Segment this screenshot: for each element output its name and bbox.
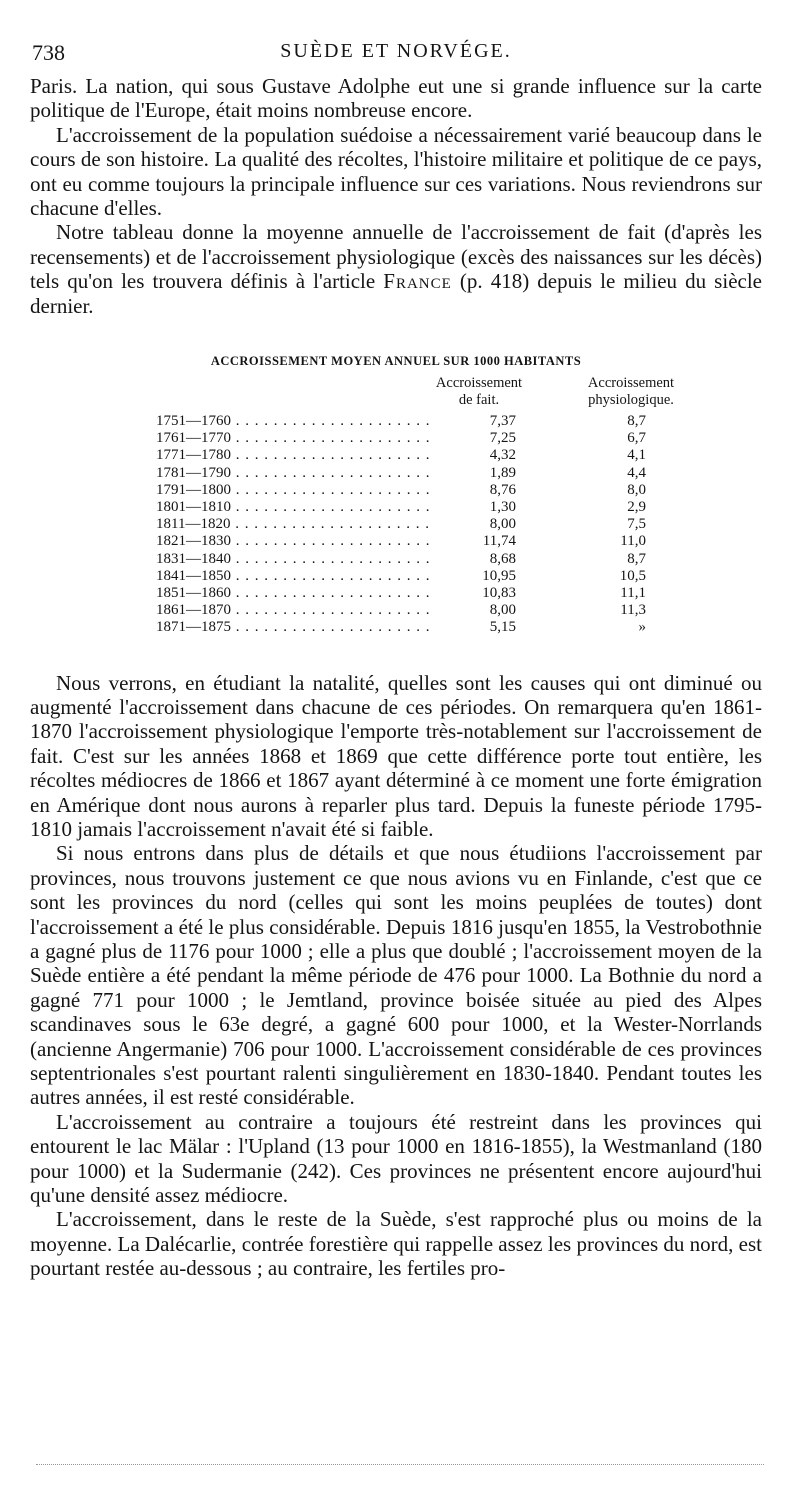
period-cell: 1771—1780 . . . [156,447,446,464]
table-row [30,482,762,499]
period-cell: 1821—1830 . . . [156,533,446,550]
column-header-physiologique [566,375,696,409]
fait-cell: 11,74 [430,533,516,550]
fait-cell: 8,00 [430,602,516,619]
phys-cell: 4,1 [627,447,646,464]
fait-cell: 1,30 [430,499,516,516]
table-title: ACCROISSEMENT MOYEN ANNUEL SUR 1000 HABITANTS [210,354,582,369]
article-reference-france: France [383,269,452,294]
fait-cell: 4,32 [430,447,516,464]
phys-cell: » [638,619,646,636]
table-row [30,447,762,464]
growth-table [30,354,762,636]
table-row [30,499,762,516]
table-row [30,516,762,533]
phys-cell: 10,5 [619,567,646,584]
fait-cell: 8,76 [430,482,516,499]
table-row [30,585,762,602]
running-title: SUÈDE ET NORVÉGE. [280,40,512,62]
phys-cell: 11,0 [620,533,646,550]
footer-dotted-rule [36,1464,764,1465]
phys-cell: 2,9 [627,499,646,515]
fait-cell: 8,00 [430,516,516,533]
fait-cell: 7,25 [430,430,516,447]
column-header-phys-line1: Accroissement [587,375,675,392]
period-cell: 1851—1860 . . . [156,585,446,602]
fait-cell: 10,83 [430,585,516,602]
phys-cell: 8,7 [627,413,646,430]
fait-cell: 7,37 [430,413,516,430]
phys-cell: 11,3 [620,602,646,619]
page-number: 738 [32,40,65,65]
period-cell: 1811—1820 . . . [156,516,446,533]
period-cell: 1841—1850 . . . [156,568,446,585]
phys-cell: 7,5 [627,516,646,533]
period-cell: 1831—1840 . . . [156,551,446,568]
column-header-phys-line2: physiologique. [588,392,674,409]
table-row [30,533,762,550]
paragraph-natalite: Nous verrons, en étudiant la natalité, quelles sont les causes qui ont diminué ou augmenté l'accroissement dans chacune de ces périodes. On remarquera qu'en 1861-1870 l'accroissement physiologique l'emporte très-notablement sur l'accroissement de fait. C'est sur les années 1868 et 1869 que cette différence porte tout entière, les récoltes médiocres de 1866 et 1867 ayant déterminé à ce moment une forte émigration en Amérique dont nous aurons à reparler plus tard. Depuis la funeste période 1795-1810 jamais l'accroissement n'avait été si faible. [30,670,762,841]
fait-cell: 8,68 [430,551,516,568]
paragraph-continuation: Paris. La nation, qui sous Gustave Adolphe eut une si grande influence sur la carte politique de l'Europe, était moins nombreuse encore. [30,74,762,123]
fait-cell: 10,95 [430,568,516,585]
paragraph-lac-malar: L'accroissement au contraire a toujours été restreint dans les provinces qui entourent le lac Mälar : l'Upland (13 pour 1000 en 1816-1855), la Westmanland (180 pour 1000) et la Sudermanie (242). Ces provinces ne présentent encore aujourd'hui qu'une densité assez médiocre. [30,1109,762,1208]
table-row [30,413,762,430]
period-cell: 1801—1810 . . . [156,499,446,516]
column-header-fait-line2: de fait. [458,392,500,409]
table-row [30,465,762,482]
fait-cell: 5,15 [430,619,516,636]
period-cell: 1761—1770 . . . [156,430,446,447]
column-header-fait-line1: Accroissement [435,375,523,392]
running-head [30,34,762,74]
table-row [30,602,762,619]
paragraph-table-intro [30,220,762,318]
phys-cell: 4,4 [627,464,646,481]
paragraph-variation: L'accroissement de la population suédoise a nécessairement varié beaucoup dans le cours de son histoire. La qualité des récoltes, l'histoire militaire et politique de ce pays, ont eu comme toujours la principale influence sur ces variations. Nous reviendrons sur chacune d'elles. [30,122,762,221]
paragraph-provinces-nord: Si nous entrons dans plus de détails et que nous étudiions l'accroissement par provinces, nous trouvons justement ce que nous avions vu en Finlande, c'est que ce sont les provinces du nord (celles qui sont les moins peuplées de toutes) dont l'accroissement a été le plus considérable. Depuis 1816 jusqu'en 1855, la Vestrobothnie a gagné plus de 1176 pour 1000 ; elle a plus que doublé ; l'accroissement moyen de la Suède entière a été pendant la même période de 476 pour 1000. La Bothnie du nord a gagné 771 pour 1000 ; le Jemtland, province boisée située au pied des Alpes scandinaves sous le 63e degré, a gagné 600 pour 1000, et la Wester-Norrlands (ancienne Angermanie) 706 pour 1000. L'accroissement considérable de ces provinces septentrionales s'est pourtant ralenti singulièrement en 1830-1840. Pendant toutes les autres années, il est resté considérable. [30,841,762,1110]
table-row [30,430,762,447]
phys-cell: 8,0 [627,481,646,498]
period-cell: 1871—1875 . . . [156,619,446,636]
table-intro-text-before: Notre tableau donne la moyenne annuelle de l'accroissement de fait (d'après les recensements) et de l'accroissement physiologique (excès des naissances sur les décès) tels qu'on les trouvera définis à l'article [30,220,762,294]
table-column-headers [30,375,762,413]
period-cell: 1861—1870 . . . [156,602,446,619]
fait-cell: 1,89 [430,465,516,482]
period-cell: 1791—1800 . . . [156,482,446,499]
period-cell: 1751—1760 . . . [156,413,446,430]
phys-cell: 11,1 [620,584,646,601]
period-cell: 1781—1790 . . . [156,465,446,482]
table-row [30,551,762,568]
column-header-fait [414,375,544,409]
table-row [30,568,762,585]
table-intro-text-after: (p. 418) depuis le milieu du siècle dernier. [30,269,762,318]
table-row [30,619,762,636]
table-spacing [30,637,762,671]
phys-cell: 6,7 [627,430,646,447]
phys-cell: 8,7 [627,550,646,567]
paragraph-reste-suede: L'accroissement, dans le reste de la Suède, s'est rapproché plus ou moins de la moyenne. La Dalécarlie, contrée forestière qui rappelle assez les provinces du nord, est pourtant restée au-dessous ; au contraire, les fertiles pro- [30,1207,762,1281]
